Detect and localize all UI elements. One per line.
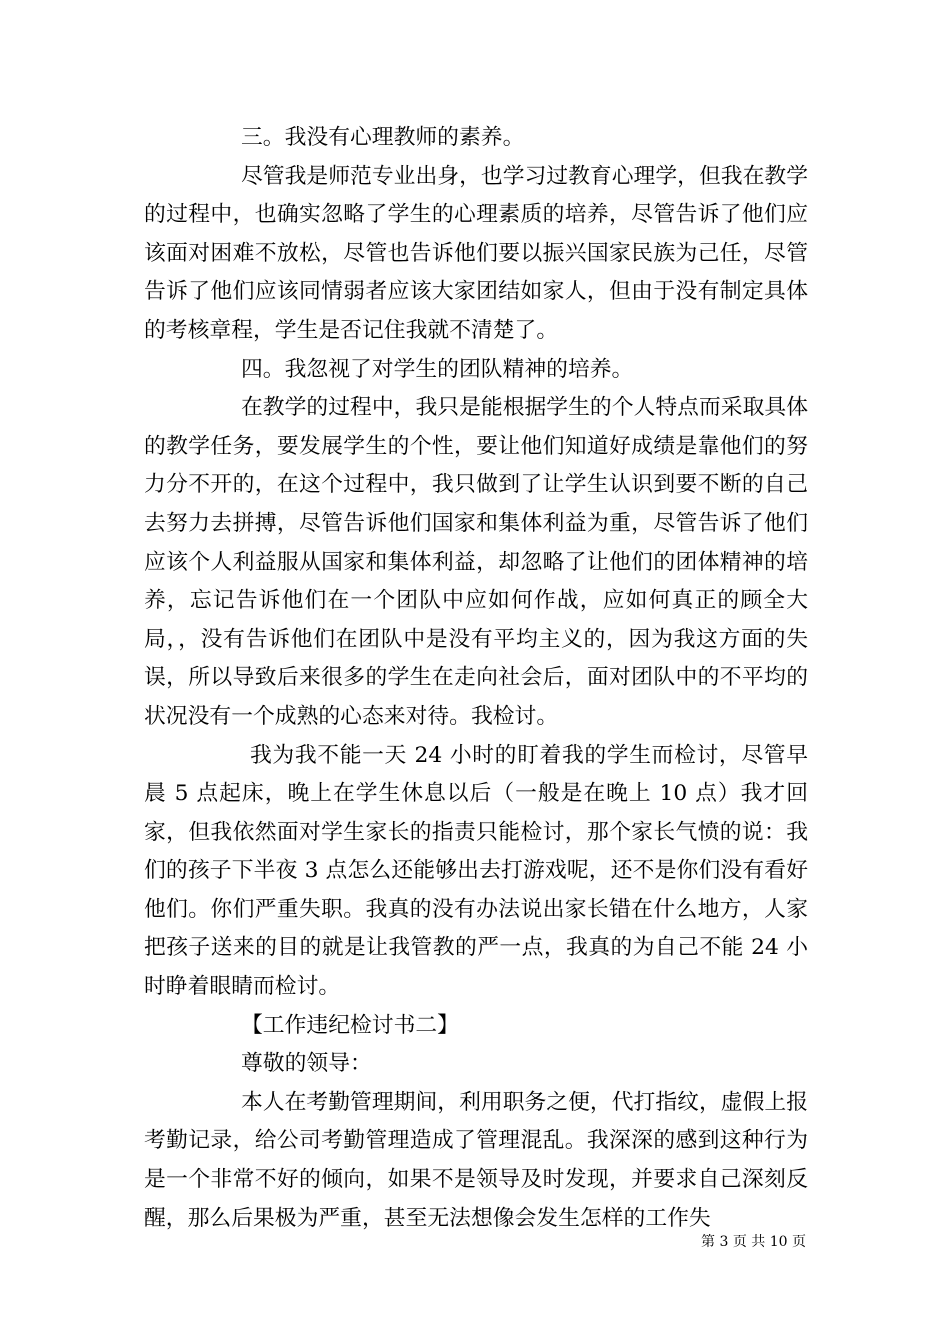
section-heading-four: 四。我忽视了对学生的团队精神的培养。	[241, 356, 634, 382]
section-heading-letter-two: 【工作违纪检讨书二】	[241, 1012, 459, 1038]
page-number-footer: 第 3 页 共 10 页	[701, 1234, 806, 1250]
document-body	[144, 119, 808, 1238]
section-heading-three: 三。我没有心理教师的素养。	[241, 125, 525, 150]
paragraph-psychology: 尽管我是师范专业出身，也学习过教育心理学，但我在教学的过程中，也确实忽略了学生的心理素质的培养，尽管告诉了他们应该面对困难不放松，尽管也告诉他们要以振兴国家民族为己任，尽管告诉了他们应该同情弱者应该大家团结如家人，但由于没有制定具体的考核章程，学生是否记住我就不清楚了。	[144, 163, 808, 343]
salutation: 尊敬的领导：	[241, 1051, 372, 1077]
paragraph-attendance: 本人在考勤管理期间，利用职务之便，代打指纹，虚假上报考勤记录，给公司考勤管理造成了管理混乱。我深深的感到这种行为是一个非常不好的倾向，如果不是领导及时发现，并要求自己深刻反醒，那么后果极为严重，甚至无法想像会发生怎样的工作失	[144, 1089, 808, 1231]
paragraph-team-spirit: 在教学的过程中，我只是能根据学生的个人特点而采取具体的教学任务，要发展学生的个性，要让他们知道好成绩是靠他们的努力分不开的，在这个过程中，我只做到了让学生认识到要不断的自己去努力去拼搏，尽管告诉他们国家和集体利益为重，尽管告诉了他们应该个人利益服从国家和集体利益，却忽略了让他们的团体精神的培养，忘记告诉他们在一个团队中应如何作战，应如何真正的顾全大局，，没有告诉他们在团队中是没有平均主义的，因为我这方面的失误，所以导致后来很多的学生在走向社会后，面对团队中的不平均的状况没有一个成熟的心态来对待。我检讨。	[144, 395, 808, 729]
paragraph-supervision: 我为我不能一天 24 小时的盯着我的学生而检讨，尽管早晨 5 点起床，晚上在学生休息以后（一般是在晚上 10 点）我才回家，但我依然面对学生家长的指责只能检讨，那个家长气愤的说：我们的孩子下半夜 3 点怎么还能够出去打游戏呢，还不是你们没有看好他们。你们严重失职。我真的没有办法说出家长错在什么地方，人家把孩子送来的目的就是让我管教的严一点，我真的为自己不能 24 小时睁着眼睛而检讨。	[144, 742, 808, 1000]
